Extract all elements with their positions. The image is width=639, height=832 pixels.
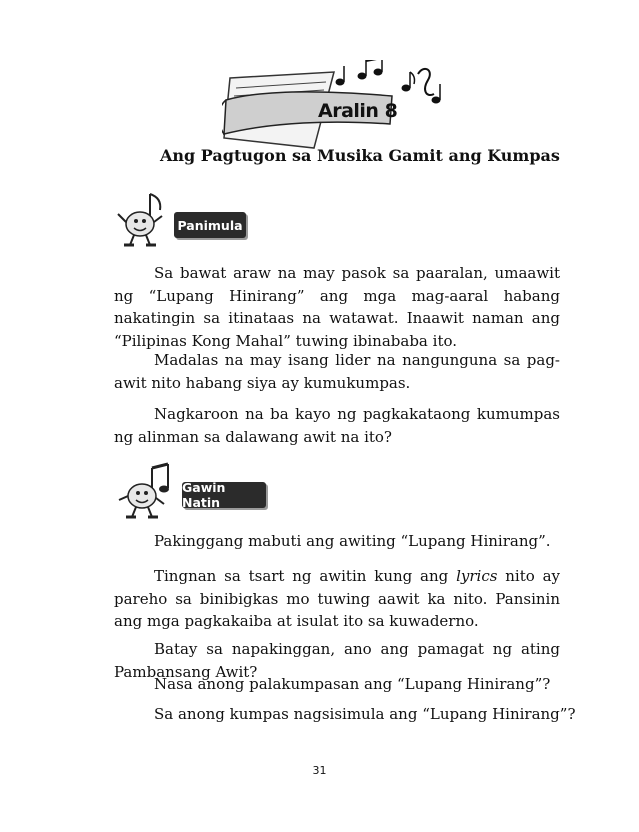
gawin-paragraph-5: Sa anong kumpas nagsisimula ang “Lupang Hinirang”? [154, 705, 576, 723]
music-note-mascot-icon [112, 188, 174, 250]
music-note-mascot-icon [112, 462, 180, 522]
panimula-paragraph-1: Sa bawat araw na may pasok sa paaralan, umaawit ng “Lupang Hinirang” ang mga mag-aaral habang nakatingin sa itinataas na watawat. Inaawit naman ang “Pilipinas Kong Mahal” tuwing ibinababa ito. [114, 264, 560, 350]
page-title: Ang Pagtugon sa Musika Gamit ang Kumpas [160, 146, 560, 165]
page-number: 31 [312, 764, 327, 777]
gawin-natin-label: Gawin Natin [182, 482, 266, 508]
gawin-paragraph-3: Batay sa napakinggan, ano ang pamagat ng ating Pambansang Awit? [114, 640, 560, 681]
gawin-paragraph-1: Pakinggang mabuti ang awiting “Lupang Hinirang”. [154, 532, 551, 550]
lesson-banner [222, 60, 462, 155]
lyrics-term: lyrics [456, 567, 498, 585]
panimula-label: Panimula [174, 212, 246, 238]
panimula-mascot [112, 188, 174, 250]
panimula-paragraph-3: Nagkaroon na ba kayo ng pagkakataong kumumpas ng alinman sa dalawang awit na ito? [114, 405, 560, 446]
panimula-paragraph-2: Madalas na may isang lider na nangunguna sa pag-awit nito habang siya ay kumukumpas. [114, 351, 560, 392]
gawin-paragraph-4: Nasa anong palakumpasan ang “Lupang Hinirang”? [154, 675, 551, 693]
gawin-paragraph-2: Tingnan sa tsart ng awitin kung ang lyrics nito ay pareho sa binibigkas mo tuwing aawit ka nito. Pansinin ang mga pagkakaiba at isulat ito sa kuwaderno. [114, 567, 560, 630]
gawin-mascot [112, 462, 180, 522]
lesson-label: Aralin 8 [318, 100, 398, 122]
